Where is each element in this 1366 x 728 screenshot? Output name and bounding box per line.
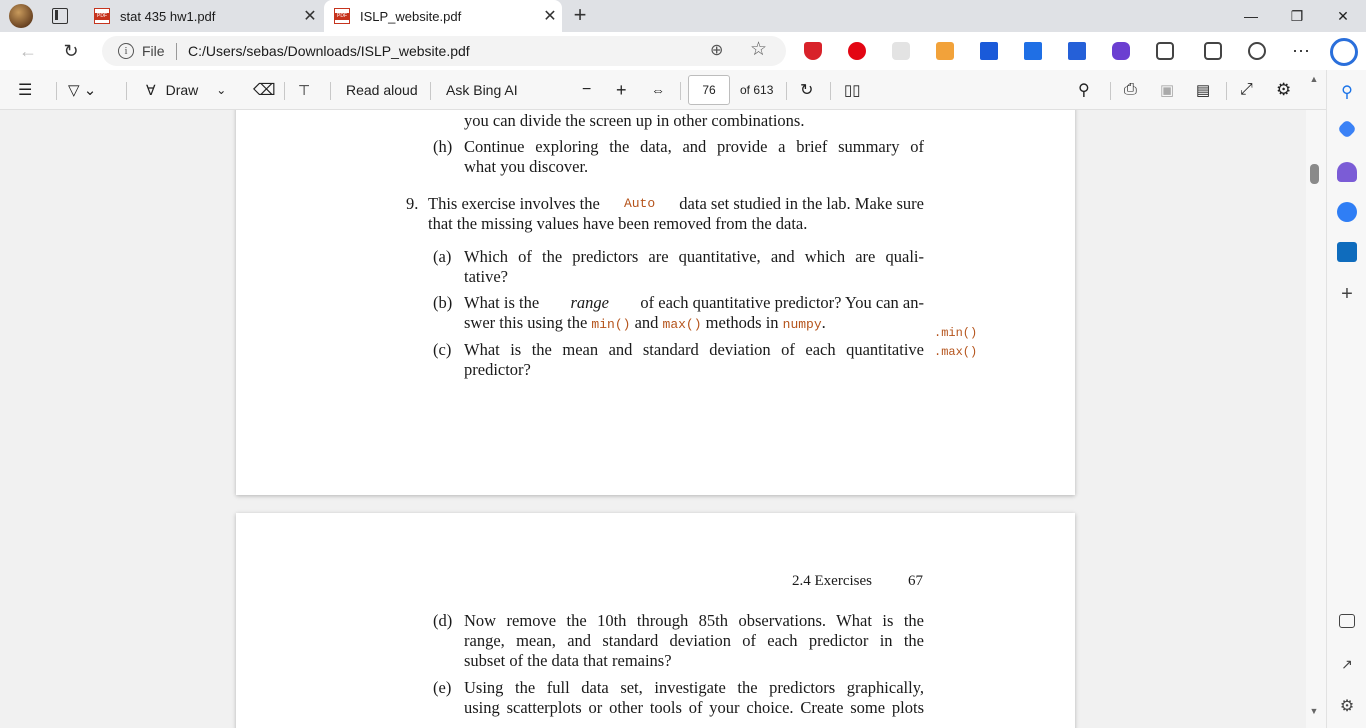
- text-line: subset of the data that remains?: [464, 651, 672, 670]
- eraser-icon[interactable]: ⌫: [253, 82, 276, 99]
- sidebar-settings-icon[interactable]: ⚙: [1339, 698, 1355, 715]
- tab-close-icon[interactable]: ✕: [303, 8, 317, 25]
- tab-islp[interactable]: [324, 0, 562, 32]
- page-number-input[interactable]: 76: [688, 75, 730, 105]
- url-scheme: File: [142, 43, 165, 59]
- print-icon[interactable]: ⎙: [1124, 81, 1137, 98]
- tab-strip: [0, 0, 1366, 32]
- item-label: (h): [433, 137, 453, 156]
- text-line: [464, 313, 826, 335]
- tab-title: ISLP_website.pdf: [360, 8, 462, 24]
- text-box-icon[interactable]: ⊤: [298, 81, 311, 98]
- microsoft365-icon[interactable]: [1337, 202, 1357, 222]
- toolbar-separator: [1226, 82, 1227, 100]
- mcafee-extension-icon[interactable]: [804, 42, 822, 60]
- info-icon[interactable]: i: [118, 43, 134, 59]
- text-line: Which of the predictors are quantitative, and which are quali-: [464, 247, 924, 266]
- adblock-extension-icon[interactable]: [848, 42, 866, 60]
- text-line: predictor?: [464, 360, 531, 379]
- fit-width-icon[interactable]: ⇔: [651, 82, 665, 98]
- url-text[interactable]: C:/Users/sebas/Downloads/ISLP_website.pdf: [188, 43, 470, 59]
- pdf-file-icon: [334, 8, 350, 24]
- text-line: that the missing values have been removed from the data.: [428, 214, 808, 233]
- url-divider: [176, 43, 177, 60]
- pdf-viewer[interactable]: [0, 110, 1306, 728]
- draw-icon: ∀: [146, 81, 156, 98]
- text-line: Continue exploring the data, and provide a brief summary of: [464, 137, 924, 156]
- split-screen-icon[interactable]: [1204, 42, 1222, 60]
- address-box[interactable]: [102, 36, 786, 66]
- item-label: (b): [433, 293, 453, 312]
- rotate-icon[interactable]: ↻: [800, 82, 814, 99]
- item-label: (e): [433, 678, 452, 697]
- margin-note: .max(): [934, 345, 978, 359]
- toolbar-separator: [830, 82, 831, 100]
- outlook-icon[interactable]: [1337, 242, 1357, 262]
- read-aloud-button[interactable]: Read aloud: [346, 82, 418, 98]
- text-line: using scatterplots or other tools of your choice. Create some plots: [464, 698, 924, 717]
- pdf-page-66: [236, 110, 1075, 495]
- text-span: .: [821, 313, 826, 332]
- zoom-icon[interactable]: ⊕: [710, 42, 724, 59]
- refresh-icon[interactable]: ↻: [63, 41, 79, 61]
- save-as-icon[interactable]: ▤: [1196, 82, 1211, 99]
- text-span: and: [634, 313, 659, 332]
- address-bar-row: [0, 32, 1366, 70]
- reader-extension-icon[interactable]: [892, 42, 910, 60]
- edge-sidebar: [1326, 70, 1366, 728]
- save-icon[interactable]: ▣: [1160, 82, 1175, 99]
- item-label: (d): [433, 611, 453, 630]
- toolbar-separator: [330, 82, 331, 100]
- settings-gear-icon[interactable]: ⚙: [1276, 80, 1292, 99]
- zoom-in-icon[interactable]: +: [616, 79, 627, 100]
- chevron-down-icon: ⌄: [216, 83, 227, 97]
- pdf-page-67: [236, 513, 1075, 728]
- text-span: methods in: [705, 313, 779, 332]
- highlight-icon[interactable]: ▽ ⌄: [68, 82, 97, 99]
- scroll-down-icon[interactable]: ▼: [1309, 706, 1319, 716]
- item-label: (c): [433, 340, 452, 359]
- scrollbar-thumb[interactable]: [1310, 164, 1319, 184]
- code-span: min(): [591, 317, 631, 332]
- extensions-puzzle-icon[interactable]: [1156, 42, 1174, 60]
- code-span: numpy: [782, 317, 822, 332]
- contents-icon[interactable]: ☰: [18, 82, 33, 99]
- page-number: 67: [908, 573, 923, 589]
- text-line: [428, 194, 924, 214]
- text-span: swer this using the: [464, 313, 588, 332]
- code-span: max(): [662, 317, 702, 332]
- ask-bing-button[interactable]: Ask Bing AI: [446, 82, 518, 98]
- search-icon[interactable]: ⚲: [1078, 82, 1090, 99]
- coffee-extension-icon[interactable]: [936, 42, 954, 60]
- open-external-icon[interactable]: ↗: [1341, 656, 1353, 672]
- copilot-icon[interactable]: [1330, 38, 1358, 66]
- restore-button[interactable]: ❐: [1290, 8, 1304, 24]
- favorite-star-icon[interactable]: ☆: [750, 39, 768, 60]
- toolbar-separator: [56, 82, 57, 100]
- toolbar-separator: [786, 82, 787, 100]
- performance-icon[interactable]: [1248, 42, 1266, 60]
- tab-title: stat 435 hw1.pdf: [120, 8, 216, 24]
- text-line: Using the full data set, investigate the predictors graphically,: [464, 678, 924, 697]
- shopping-tag-icon[interactable]: [1337, 119, 1357, 139]
- item-label: (a): [433, 247, 452, 266]
- fullscreen-icon[interactable]: ⤢: [1240, 81, 1253, 98]
- page-view-icon[interactable]: ▯▯: [844, 82, 861, 99]
- pdf-toolbar: [0, 70, 1326, 110]
- text-line: tative?: [464, 267, 508, 286]
- code-span: Auto: [623, 196, 656, 211]
- games-icon[interactable]: [1337, 162, 1357, 182]
- text-line: What is the mean and standard deviation of each quantitative: [464, 340, 924, 359]
- exercise-number: 9.: [406, 194, 419, 213]
- scrollbar-track[interactable]: [1306, 110, 1326, 728]
- malwarebytes-extension-icon[interactable]: [980, 42, 998, 60]
- close-window-button[interactable]: ✕: [1337, 8, 1349, 24]
- sidebar-search-icon[interactable]: ⚲: [1341, 84, 1353, 101]
- add-sidebar-app-icon[interactable]: +: [1341, 283, 1353, 305]
- toolbar-separator: [430, 82, 431, 100]
- pen-extension-icon[interactable]: [1068, 42, 1086, 60]
- text-span: data set studied in the lab. Make sure: [679, 194, 924, 213]
- toolbar-separator: [126, 82, 127, 100]
- shield-extension-icon[interactable]: [1112, 42, 1130, 60]
- more-menu-icon[interactable]: ⋯: [1292, 41, 1310, 61]
- scroll-up-icon[interactable]: ▲: [1309, 74, 1319, 84]
- toolbar-separator: [1110, 82, 1111, 100]
- text-line: [464, 293, 924, 313]
- tab-close-icon[interactable]: ✕: [543, 8, 557, 25]
- text-line: Now remove the 10th through 85th observations. What is the: [464, 611, 924, 630]
- toolbar-separator: [284, 82, 285, 100]
- text-span: of each quantitative predictor? You can an-: [640, 293, 924, 312]
- italic-span: range: [570, 293, 610, 312]
- hide-sidebar-icon[interactable]: [1339, 614, 1355, 628]
- text-span: This exercise involves the: [428, 194, 600, 213]
- pdf-file-icon: [94, 8, 110, 24]
- page-total: of 613: [740, 83, 774, 97]
- profile-avatar[interactable]: [9, 4, 33, 28]
- draw-label: Draw: [165, 82, 199, 98]
- text-line: what you discover.: [464, 157, 589, 176]
- zoom-out-icon[interactable]: −: [582, 81, 592, 98]
- tab-actions-icon[interactable]: [52, 8, 68, 24]
- toolbar-separator: [680, 82, 681, 100]
- y-extension-icon[interactable]: [1024, 42, 1042, 60]
- text-line: you can divide the screen up in other combinations.: [464, 111, 805, 130]
- tab-stat435[interactable]: [84, 0, 322, 32]
- text-span: What is the: [464, 293, 540, 312]
- new-tab-button[interactable]: +: [573, 2, 587, 27]
- text-line: range, mean, and standard deviation of each predictor in the: [464, 631, 924, 650]
- back-icon[interactable]: ←: [19, 41, 37, 61]
- draw-button[interactable]: [146, 70, 226, 110]
- margin-note: .min(): [934, 326, 978, 340]
- running-header: 2.4 Exercises: [792, 573, 872, 589]
- minimize-button[interactable]: —: [1244, 8, 1258, 24]
